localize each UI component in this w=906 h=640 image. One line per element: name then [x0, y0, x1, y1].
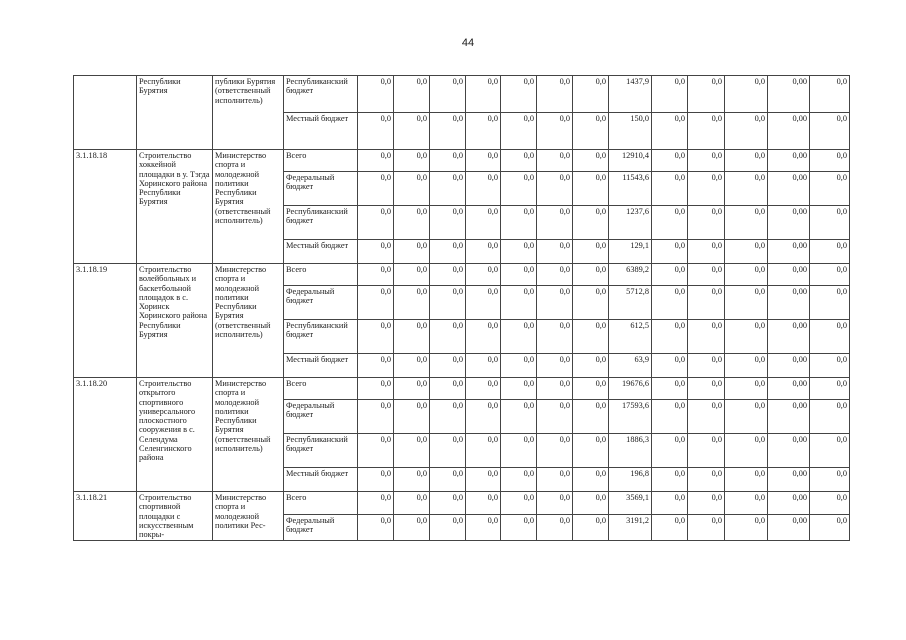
- amount-cell: 0,0: [394, 206, 430, 240]
- amount-cell: 0,0: [810, 150, 850, 172]
- amount-cell: 0,0: [688, 514, 725, 541]
- amount-cell: 0,00: [768, 172, 810, 206]
- amount-cell: 0,0: [501, 434, 537, 468]
- amount-cell: 0,0: [537, 286, 573, 320]
- amount-cell: 0,0: [358, 206, 394, 240]
- amount-cell: 0,0: [394, 286, 430, 320]
- amount-cell: 1437,9: [609, 76, 652, 113]
- amount-cell: 0,0: [810, 240, 850, 264]
- amount-cell: 3191,2: [609, 514, 652, 541]
- amount-cell: 0,0: [725, 354, 768, 378]
- amount-cell: 0,0: [725, 492, 768, 515]
- amount-cell: 0,0: [394, 434, 430, 468]
- amount-cell: 0,0: [652, 434, 688, 468]
- amount-cell: 0,0: [725, 468, 768, 492]
- amount-cell: 0,0: [688, 492, 725, 515]
- amount-cell: 11543,6: [609, 172, 652, 206]
- funding-source-cell: Республиканский бюджет: [284, 76, 358, 113]
- amount-cell: 0,0: [810, 264, 850, 286]
- amount-cell: 0,00: [768, 514, 810, 541]
- amount-cell: 0,0: [466, 468, 501, 492]
- amount-cell: 0,0: [652, 492, 688, 515]
- amount-cell: 0,0: [501, 264, 537, 286]
- amount-cell: 0,0: [358, 240, 394, 264]
- amount-cell: 0,0: [501, 400, 537, 434]
- funding-source-cell: Местный бюджет: [284, 468, 358, 492]
- amount-cell: 0,0: [358, 113, 394, 150]
- measure-name-cell: Строительство спортивной площадки с искусственным покры-: [137, 492, 213, 541]
- amount-cell: 0,0: [466, 172, 501, 206]
- row-code-cell: 3.1.18.20: [74, 378, 137, 492]
- amount-cell: 150,0: [609, 113, 652, 150]
- funding-source-cell: Местный бюджет: [284, 240, 358, 264]
- funding-source-cell: Всего: [284, 492, 358, 515]
- amount-cell: 0,0: [810, 378, 850, 400]
- amount-cell: 0,0: [652, 172, 688, 206]
- amount-cell: 0,0: [466, 150, 501, 172]
- amount-cell: 0,0: [810, 113, 850, 150]
- measure-name-cell: Строительство волейбольных и баскетбольной площадок в с. Хоринск Хоринского района Республики Бурятия: [137, 264, 213, 378]
- table-row: [74, 76, 850, 113]
- amount-cell: 0,0: [725, 150, 768, 172]
- amount-cell: 0,00: [768, 492, 810, 515]
- amount-cell: 0,0: [466, 492, 501, 515]
- amount-cell: 0,0: [573, 354, 609, 378]
- amount-cell: 0,0: [810, 172, 850, 206]
- amount-cell: 0,0: [394, 264, 430, 286]
- amount-cell: 0,0: [430, 150, 466, 172]
- amount-cell: 0,0: [358, 320, 394, 354]
- amount-cell: 0,0: [358, 378, 394, 400]
- amount-cell: 0,0: [537, 76, 573, 113]
- amount-cell: 0,0: [394, 514, 430, 541]
- amount-cell: 0,0: [652, 206, 688, 240]
- table-row: [74, 264, 850, 286]
- amount-cell: 0,0: [652, 354, 688, 378]
- amount-cell: 0,0: [394, 150, 430, 172]
- amount-cell: 0,00: [768, 206, 810, 240]
- amount-cell: 0,0: [537, 113, 573, 150]
- amount-cell: 0,0: [394, 492, 430, 515]
- row-code-cell: 3.1.18.21: [74, 492, 137, 541]
- amount-cell: 0,0: [573, 320, 609, 354]
- amount-cell: 196,8: [609, 468, 652, 492]
- amount-cell: 19676,6: [609, 378, 652, 400]
- amount-cell: 0,0: [688, 400, 725, 434]
- amount-cell: 0,0: [466, 514, 501, 541]
- amount-cell: 0,0: [810, 468, 850, 492]
- row-code-cell: 3.1.18.19: [74, 264, 137, 378]
- amount-cell: 0,0: [501, 240, 537, 264]
- amount-cell: 0,0: [501, 206, 537, 240]
- amount-cell: 63,9: [609, 354, 652, 378]
- page-number: 44: [461, 37, 475, 49]
- amount-cell: 0,0: [430, 378, 466, 400]
- amount-cell: 0,0: [537, 378, 573, 400]
- amount-cell: 0,0: [725, 240, 768, 264]
- amount-cell: 0,0: [358, 76, 394, 113]
- funding-source-cell: Местный бюджет: [284, 354, 358, 378]
- amount-cell: 0,0: [652, 468, 688, 492]
- amount-cell: 0,0: [652, 400, 688, 434]
- responsible-cell: Министерство спорта и молодежной политики Рес-: [213, 492, 284, 541]
- amount-cell: 0,0: [725, 400, 768, 434]
- amount-cell: 0,0: [430, 514, 466, 541]
- amount-cell: 0,0: [430, 320, 466, 354]
- amount-cell: 0,0: [725, 286, 768, 320]
- funding-source-cell: Федеральный бюджет: [284, 286, 358, 320]
- amount-cell: 0,0: [537, 150, 573, 172]
- measure-name-cell: Республики Бурятия: [137, 76, 213, 150]
- amount-cell: 0,0: [430, 286, 466, 320]
- amount-cell: 0,0: [358, 468, 394, 492]
- amount-cell: 0,0: [394, 468, 430, 492]
- measure-name-cell: Строительство хоккейной площадки в у. Тэгда Хоринского района Республики Бурятия: [137, 150, 213, 264]
- amount-cell: 0,0: [394, 354, 430, 378]
- table-row: [74, 378, 850, 400]
- amount-cell: 0,00: [768, 434, 810, 468]
- amount-cell: 0,0: [688, 76, 725, 113]
- row-code-cell: [74, 76, 137, 150]
- amount-cell: 0,0: [810, 354, 850, 378]
- amount-cell: 0,0: [501, 286, 537, 320]
- amount-cell: 0,0: [358, 264, 394, 286]
- amount-cell: 0,0: [466, 76, 501, 113]
- responsible-cell: публики Бурятия (ответственный исполнитель): [213, 76, 284, 150]
- amount-cell: 0,0: [688, 434, 725, 468]
- amount-cell: 0,0: [652, 150, 688, 172]
- amount-cell: 0,0: [810, 76, 850, 113]
- amount-cell: 0,0: [466, 286, 501, 320]
- amount-cell: 0,0: [537, 492, 573, 515]
- amount-cell: 0,0: [430, 206, 466, 240]
- amount-cell: 0,0: [573, 514, 609, 541]
- amount-cell: 0,0: [688, 264, 725, 286]
- funding-source-cell: Федеральный бюджет: [284, 400, 358, 434]
- amount-cell: 0,0: [573, 113, 609, 150]
- amount-cell: 0,0: [430, 113, 466, 150]
- amount-cell: 0,0: [430, 264, 466, 286]
- funding-source-cell: Республиканский бюджет: [284, 206, 358, 240]
- amount-cell: 0,0: [501, 378, 537, 400]
- amount-cell: 0,0: [394, 378, 430, 400]
- amount-cell: 0,0: [358, 172, 394, 206]
- amount-cell: 0,0: [573, 150, 609, 172]
- amount-cell: 0,0: [810, 514, 850, 541]
- amount-cell: 6389,2: [609, 264, 652, 286]
- amount-cell: 0,0: [501, 150, 537, 172]
- responsible-cell: Министерство спорта и молодежной политики Республики Бурятия (ответственный исполнитель): [213, 378, 284, 492]
- amount-cell: 0,0: [725, 264, 768, 286]
- funding-source-cell: Всего: [284, 150, 358, 172]
- funding-source-cell: Республиканский бюджет: [284, 434, 358, 468]
- amount-cell: 0,0: [688, 172, 725, 206]
- funding-source-cell: Местный бюджет: [284, 113, 358, 150]
- amount-cell: 0,00: [768, 264, 810, 286]
- amount-cell: 0,0: [466, 400, 501, 434]
- amount-cell: 0,0: [537, 434, 573, 468]
- amount-cell: 0,00: [768, 240, 810, 264]
- amount-cell: 0,0: [537, 514, 573, 541]
- amount-cell: 0,0: [652, 76, 688, 113]
- amount-cell: 0,0: [394, 172, 430, 206]
- amount-cell: 0,0: [652, 264, 688, 286]
- amount-cell: 0,0: [358, 354, 394, 378]
- amount-cell: 0,0: [394, 400, 430, 434]
- amount-cell: 0,0: [810, 286, 850, 320]
- amount-cell: 0,0: [688, 150, 725, 172]
- amount-cell: 0,0: [358, 514, 394, 541]
- amount-cell: 0,0: [501, 113, 537, 150]
- amount-cell: 0,0: [394, 320, 430, 354]
- amount-cell: 0,0: [501, 76, 537, 113]
- amount-cell: 0,0: [394, 240, 430, 264]
- amount-cell: 0,0: [725, 320, 768, 354]
- amount-cell: 0,0: [810, 400, 850, 434]
- amount-cell: 0,0: [688, 206, 725, 240]
- amount-cell: 0,0: [688, 468, 725, 492]
- amount-cell: 0,0: [688, 286, 725, 320]
- budget-table: [73, 75, 850, 541]
- amount-cell: 0,0: [466, 240, 501, 264]
- amount-cell: 0,0: [430, 468, 466, 492]
- amount-cell: 0,00: [768, 400, 810, 434]
- amount-cell: 0,0: [573, 400, 609, 434]
- amount-cell: 0,00: [768, 286, 810, 320]
- amount-cell: 5712,8: [609, 286, 652, 320]
- amount-cell: 0,0: [688, 354, 725, 378]
- amount-cell: 0,0: [725, 206, 768, 240]
- amount-cell: 612,5: [609, 320, 652, 354]
- amount-cell: 0,0: [466, 354, 501, 378]
- row-code-cell: 3.1.18.18: [74, 150, 137, 264]
- amount-cell: 0,0: [688, 320, 725, 354]
- amount-cell: 0,0: [725, 378, 768, 400]
- amount-cell: 0,0: [810, 206, 850, 240]
- amount-cell: 0,0: [573, 492, 609, 515]
- amount-cell: 0,0: [688, 113, 725, 150]
- amount-cell: 0,0: [810, 320, 850, 354]
- funding-source-cell: Республиканский бюджет: [284, 320, 358, 354]
- amount-cell: 12910,4: [609, 150, 652, 172]
- amount-cell: 0,0: [501, 172, 537, 206]
- measure-name-cell: Строительство открытого спортивного универсального плоскостного сооружения в с. Селендума Селенгинского района: [137, 378, 213, 492]
- funding-source-cell: Федеральный бюджет: [284, 172, 358, 206]
- amount-cell: 0,0: [537, 354, 573, 378]
- amount-cell: 0,0: [501, 354, 537, 378]
- amount-cell: 0,0: [725, 76, 768, 113]
- funding-source-cell: Федеральный бюджет: [284, 514, 358, 541]
- amount-cell: 1886,3: [609, 434, 652, 468]
- amount-cell: 0,0: [810, 434, 850, 468]
- amount-cell: 0,0: [501, 514, 537, 541]
- amount-cell: 0,0: [652, 378, 688, 400]
- funding-source-cell: Всего: [284, 378, 358, 400]
- amount-cell: 0,0: [573, 172, 609, 206]
- amount-cell: 0,0: [358, 286, 394, 320]
- amount-cell: 0,0: [394, 76, 430, 113]
- amount-cell: 0,00: [768, 354, 810, 378]
- amount-cell: 0,0: [573, 76, 609, 113]
- amount-cell: 0,0: [430, 76, 466, 113]
- amount-cell: 0,0: [688, 378, 725, 400]
- amount-cell: 0,00: [768, 468, 810, 492]
- amount-cell: 0,0: [725, 172, 768, 206]
- amount-cell: 0,00: [768, 320, 810, 354]
- amount-cell: 0,0: [573, 468, 609, 492]
- amount-cell: 1237,6: [609, 206, 652, 240]
- amount-cell: 0,0: [466, 264, 501, 286]
- amount-cell: 0,0: [501, 468, 537, 492]
- amount-cell: 0,0: [394, 113, 430, 150]
- amount-cell: 17593,6: [609, 400, 652, 434]
- amount-cell: 0,0: [725, 514, 768, 541]
- amount-cell: 0,0: [466, 378, 501, 400]
- amount-cell: 129,1: [609, 240, 652, 264]
- amount-cell: 0,0: [466, 434, 501, 468]
- amount-cell: 0,0: [358, 434, 394, 468]
- amount-cell: 0,0: [652, 286, 688, 320]
- amount-cell: 0,0: [466, 320, 501, 354]
- amount-cell: 0,0: [537, 172, 573, 206]
- amount-cell: 0,0: [652, 514, 688, 541]
- amount-cell: 0,00: [768, 150, 810, 172]
- amount-cell: 0,0: [430, 492, 466, 515]
- amount-cell: 0,0: [652, 240, 688, 264]
- amount-cell: 0,0: [430, 240, 466, 264]
- amount-cell: 0,00: [768, 113, 810, 150]
- amount-cell: 0,0: [466, 113, 501, 150]
- amount-cell: 0,0: [430, 434, 466, 468]
- amount-cell: 0,0: [430, 354, 466, 378]
- amount-cell: 0,0: [537, 320, 573, 354]
- amount-cell: 0,0: [358, 492, 394, 515]
- amount-cell: 0,0: [652, 320, 688, 354]
- amount-cell: 0,0: [537, 264, 573, 286]
- table-row: [74, 150, 850, 172]
- amount-cell: 0,00: [768, 76, 810, 113]
- funding-source-cell: Всего: [284, 264, 358, 286]
- amount-cell: 0,0: [725, 113, 768, 150]
- amount-cell: 0,0: [652, 113, 688, 150]
- amount-cell: 0,0: [537, 468, 573, 492]
- responsible-cell: Министерство спорта и молодежной политики Республики Бурятия (ответственный исполнитель): [213, 150, 284, 264]
- amount-cell: 0,0: [573, 264, 609, 286]
- amount-cell: 0,0: [573, 286, 609, 320]
- amount-cell: 0,0: [573, 240, 609, 264]
- table-row: [74, 492, 850, 515]
- amount-cell: 3569,1: [609, 492, 652, 515]
- amount-cell: 0,0: [466, 206, 501, 240]
- amount-cell: 0,0: [430, 172, 466, 206]
- responsible-cell: Министерство спорта и молодежной политики Республики Бурятия (ответственный исполнитель): [213, 264, 284, 378]
- amount-cell: 0,0: [573, 206, 609, 240]
- amount-cell: 0,0: [501, 320, 537, 354]
- amount-cell: 0,0: [725, 434, 768, 468]
- amount-cell: 0,0: [688, 240, 725, 264]
- amount-cell: 0,0: [537, 400, 573, 434]
- amount-cell: 0,0: [358, 150, 394, 172]
- amount-cell: 0,0: [358, 400, 394, 434]
- amount-cell: 0,0: [573, 434, 609, 468]
- amount-cell: 0,0: [810, 492, 850, 515]
- amount-cell: 0,00: [768, 378, 810, 400]
- amount-cell: 0,0: [537, 206, 573, 240]
- amount-cell: 0,0: [501, 492, 537, 515]
- amount-cell: 0,0: [573, 378, 609, 400]
- amount-cell: 0,0: [537, 240, 573, 264]
- amount-cell: 0,0: [430, 400, 466, 434]
